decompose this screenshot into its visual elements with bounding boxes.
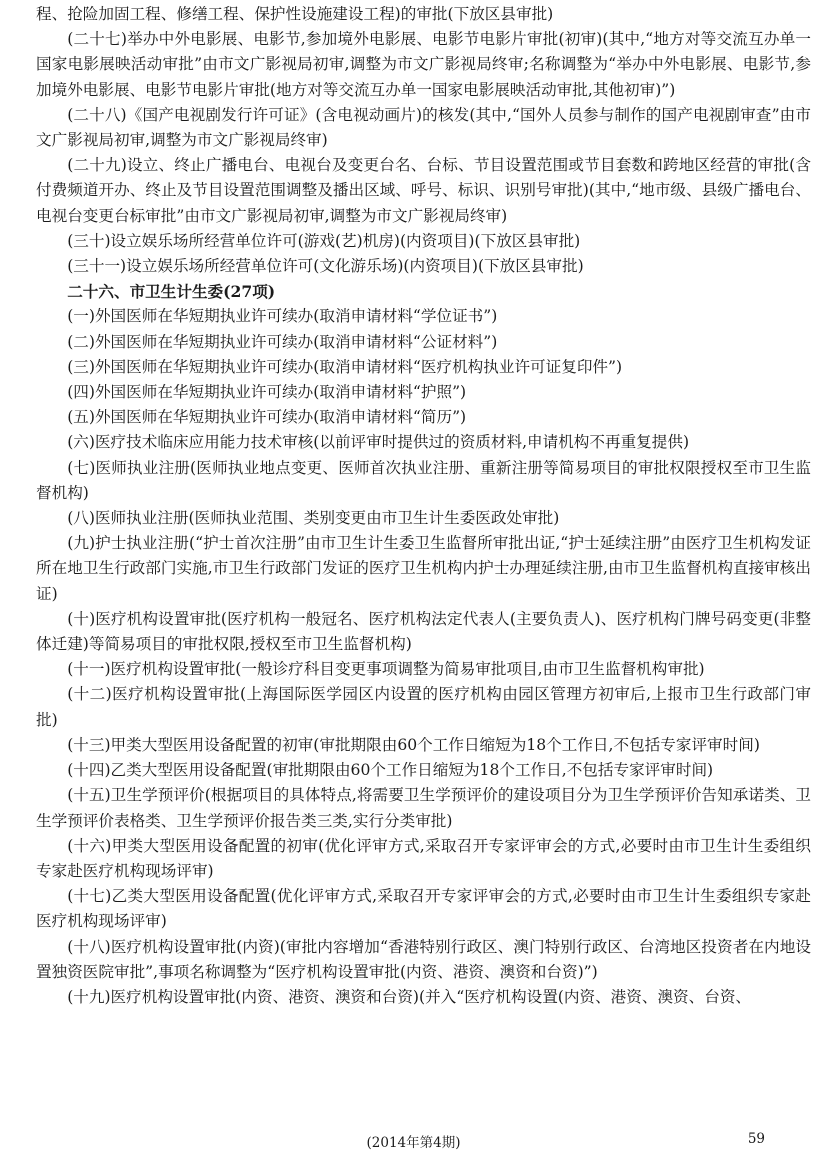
paragraph: (十六)甲类大型医用设备配置的初审(优化评审方式,采取召开专家评审会的方式,必要时由市卫生计生委组织专家赴医疗机构现场评审) bbox=[36, 836, 811, 880]
paragraph: (五)外国医师在华短期执业许可续办(取消申请材料“简历”) bbox=[67, 408, 467, 427]
section-heading: 二十六、市卫生计生委(27项) bbox=[67, 282, 276, 302]
paragraph: (四)外国医师在华短期执业许可续办(取消申请材料“护照”) bbox=[67, 383, 467, 402]
page-number: 59 bbox=[747, 1131, 765, 1147]
issue-label: (2014年第4期) bbox=[366, 1135, 461, 1151]
document-body bbox=[36, 2, 811, 1010]
paragraph: (三)外国医师在华短期执业许可续办(取消申请材料“医疗机构执业许可证复印件”) bbox=[67, 357, 623, 376]
paragraph: 程、抢险加固工程、修缮工程、保护性设施建设工程)的审批(下放区县审批) bbox=[36, 5, 554, 23]
paragraph: (十四)乙类大型医用设备配置(审批期限由60个工作日缩短为18个工作日,不包括专家评审时间) bbox=[67, 761, 714, 780]
paragraph: (十五)卫生学预评价(根据项目的具体特点,将需要卫生学预评价的建设项目分为卫生学预评价告知承诺类、卫生学预评价表格类、卫生学预评价报告类三类,实行分类审批) bbox=[36, 786, 811, 830]
paragraph: (二十八)《国产电视剧发行许可证》(含电视动画片)的核发(其中,“国外人员参与制作的国产电视剧审查”由市文广影视局初审,调整为市文广影视局终审) bbox=[36, 105, 811, 150]
paragraph: (三十一)设立娱乐场所经营单位许可(文化游乐场)(内资项目)(下放区县审批) bbox=[67, 257, 584, 276]
paragraph: (十三)甲类大型医用设备配置的初审(审批期限由60个工作日缩短为18个工作日,不包括专家评审时间) bbox=[67, 735, 760, 754]
paragraph: (三十)设立娱乐场所经营单位许可(游戏(艺)机房)(内资项目)(下放区县审批) bbox=[67, 231, 581, 250]
paragraph: (十二)医疗机构设置审批(上海国际医学园区内设置的医疗机构由园区管理方初审后,上报市卫生行政部门审批) bbox=[36, 685, 811, 729]
paragraph: (十)医疗机构设置审批(医疗机构一般冠名、医疗机构法定代表人(主要负责人)、医疗机构门牌号码变更(非整体迁建)等简易项目的审批权限,授权至市卫生监督机构) bbox=[36, 609, 811, 654]
paragraph: (二十九)设立、终止广播电台、电视台及变更台名、台标、节目设置范围或节目套数和跨地区经营的审批(含付费频道开办、终止及节目设置范围调整及播出区域、呼号、标识、识别号审批)(其中,“地市级、县级广播电台、电视台变更台标审批”由市文广影视局初审,调整为市文广影视局终审) bbox=[36, 156, 811, 225]
paragraph: (十八)医疗机构设置审批(内资)(审批内容增加“香港特别行政区、澳门特别行政区、台湾地区投资者在内地设置独资医院审批”,事项名称调整为“医疗机构设置审批(内资、港资、澳资和台资)”) bbox=[36, 937, 811, 981]
paragraph: (九)护士执业注册(“护士首次注册”由市卫生计生委卫生监督所审批出证,“护士延续注册”由医疗卫生机构发证所在地卫生行政部门实施,市卫生行政部门发证的医疗卫生机构内护士办理延续注册,由市卫生监督机构直接审核出证) bbox=[36, 534, 811, 603]
paragraph: (二)外国医师在华短期执业许可续办(取消申请材料“公证材料”) bbox=[67, 332, 498, 351]
paragraph: (十九)医疗机构设置审批(内资、港资、澳资和台资)(并入“医疗机构设置(内资、港资、澳资、台资、 bbox=[67, 987, 752, 1006]
paragraph: (十一)医疗机构设置审批(一般诊疗科目变更事项调整为简易审批项目,由市卫生监督机构审批) bbox=[67, 660, 705, 679]
paragraph: (六)医疗技术临床应用能力技术审核(以前评审时提供过的资质材料,申请机构不再重复提供) bbox=[67, 433, 690, 452]
paragraph: (八)医师执业注册(医师执业范围、类别变更由市卫生计生委医政处审批) bbox=[67, 509, 560, 528]
paragraph: (一)外国医师在华短期执业许可续办(取消申请材料“学位证书”) bbox=[67, 307, 498, 326]
paragraph: (二十七)举办中外电影展、电影节,参加境外电影展、电影节电影片审批(初审)(其中,“地方对等交流互办单一国家电影展映活动审批”由市文广影视局初审,调整为市文广影视局终审;名称调整为“举办中外电影展、电影节,参加境外电影展、电影节电影片审批(地方对等交流互办单一国家电影展映活动审批,其他初审)”) bbox=[36, 30, 811, 99]
paragraph: (七)医师执业注册(医师执业地点变更、医师首次执业注册、重新注册等简易项目的审批权限授权至市卫生监督机构) bbox=[36, 458, 811, 502]
paragraph: (十七)乙类大型医用设备配置(优化评审方式,采取召开专家评审会的方式,必要时由市卫生计生委组织专家赴医疗机构现场评审) bbox=[36, 887, 811, 931]
